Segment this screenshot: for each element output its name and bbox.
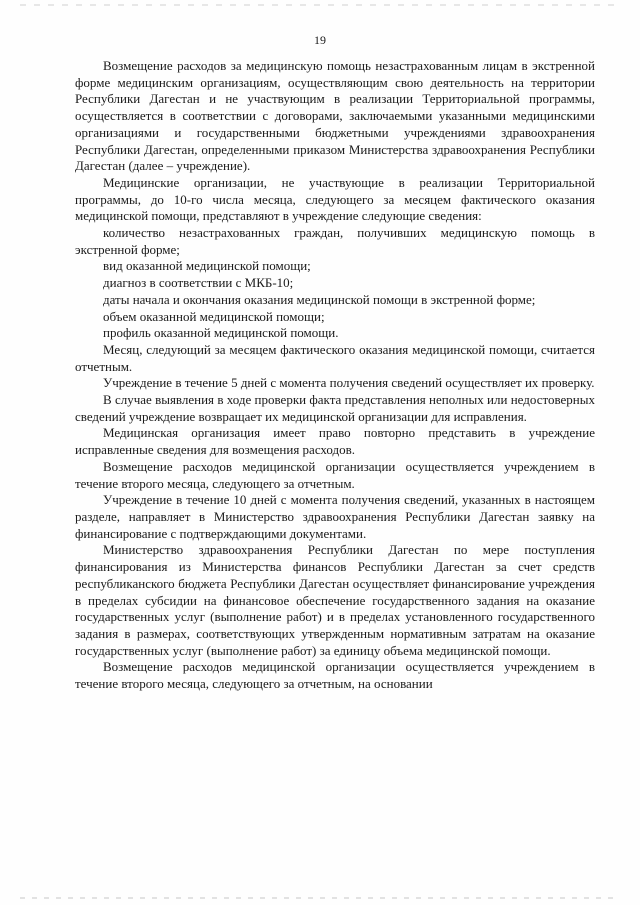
list-item-uninsured-count: количество незастрахованных граждан, получивших медицинскую помощь в экстренной форме; bbox=[75, 225, 595, 257]
list-item-diagnosis: диагноз в соответствии с МКБ-10; bbox=[103, 275, 294, 291]
scan-artifact-top bbox=[20, 4, 620, 6]
scan-artifact-bottom bbox=[20, 897, 620, 899]
page-number: 19 bbox=[314, 33, 326, 47]
list-item-care-type: вид оказанной медицинской помощи; bbox=[103, 258, 311, 274]
paragraph-submission-deadline: Медицинские организации, не участвующие в реализации Территориальной программы, до 10-го числа месяца, следующего за месяцем фактического оказания медицинской помощи, представляют в учреждение следующие сведения: bbox=[75, 174, 595, 224]
paragraph-ministry-financing: Министерство здравоохранения Республики Дагестан по мере поступления финансирования из Министерства финансов Республики Дагестан за счет средств республиканского бюджета Республики Дагестан осуществляет финансирование учреждения в пределах субсидии на финансовое обеспечение государственного задания на оказание государственных услуг (выполнение работ) и в пределах установленного государственного задания в размерах, соответствующих утвержденным нормативным затратам на оказание государственных услуг (выполнение работ) за единицу объема медицинской помощи. bbox=[75, 542, 595, 658]
paragraph-verification: Учреждение в течение 5 дней с момента получения сведений осуществляет их проверку. bbox=[103, 375, 595, 391]
paragraph-reporting-month: Месяц, следующий за месяцем фактического оказания медицинской помощи, считается отчетным. bbox=[75, 341, 595, 374]
paragraph-reimbursement-basis: Возмещение расходов медицинской организации осуществляется учреждением в течение второго месяца, следующего за отчетным, на основании bbox=[75, 659, 595, 692]
document-body bbox=[75, 58, 595, 693]
paragraph-reimbursement-timing: Возмещение расходов медицинской организации осуществляется учреждением в течение второго месяца, следующего за отчетным. bbox=[75, 458, 595, 491]
paragraph-reimbursement-intro: Возмещение расходов за медицинскую помощь незастрахованным лицам в экстренной форме медицинским организациям, осуществляющим свою деятельность на территории Республики Дагестан и не участвующим в реализации Территориальной программы, осуществляется в соответствии с договорами, заключаемыми указанными медицинскими организациями и государственными бюджетными учреждениями здравоохранения Республики Дагестан, определенными приказом Министерства здравоохранения Республики Дагестан (далее – учреждение). bbox=[75, 58, 595, 174]
paragraph-incomplete-data: В случае выявления в ходе проверки факта представления неполных или недостоверных сведений учреждение возвращает их медицинской организации для исправления. bbox=[75, 392, 595, 424]
list-item-care-profile: профиль оказанной медицинской помощи. bbox=[103, 325, 339, 341]
list-item-care-volume: объем оказанной медицинской помощи; bbox=[103, 308, 325, 324]
list-item-care-dates: даты начала и окончания оказания медицинской помощи в экстренной форме; bbox=[103, 291, 536, 307]
paragraph-resubmission: Медицинская организация имеет право повторно представить в учреждение исправленные сведения для возмещения расходов. bbox=[75, 425, 595, 458]
paragraph-funding-request: Учреждение в течение 10 дней с момента получения сведений, указанных в настоящем разделе, направляет в Министерство здравоохранения Республики Дагестан заявку на финансирование с подтверждающими документами. bbox=[75, 492, 595, 541]
